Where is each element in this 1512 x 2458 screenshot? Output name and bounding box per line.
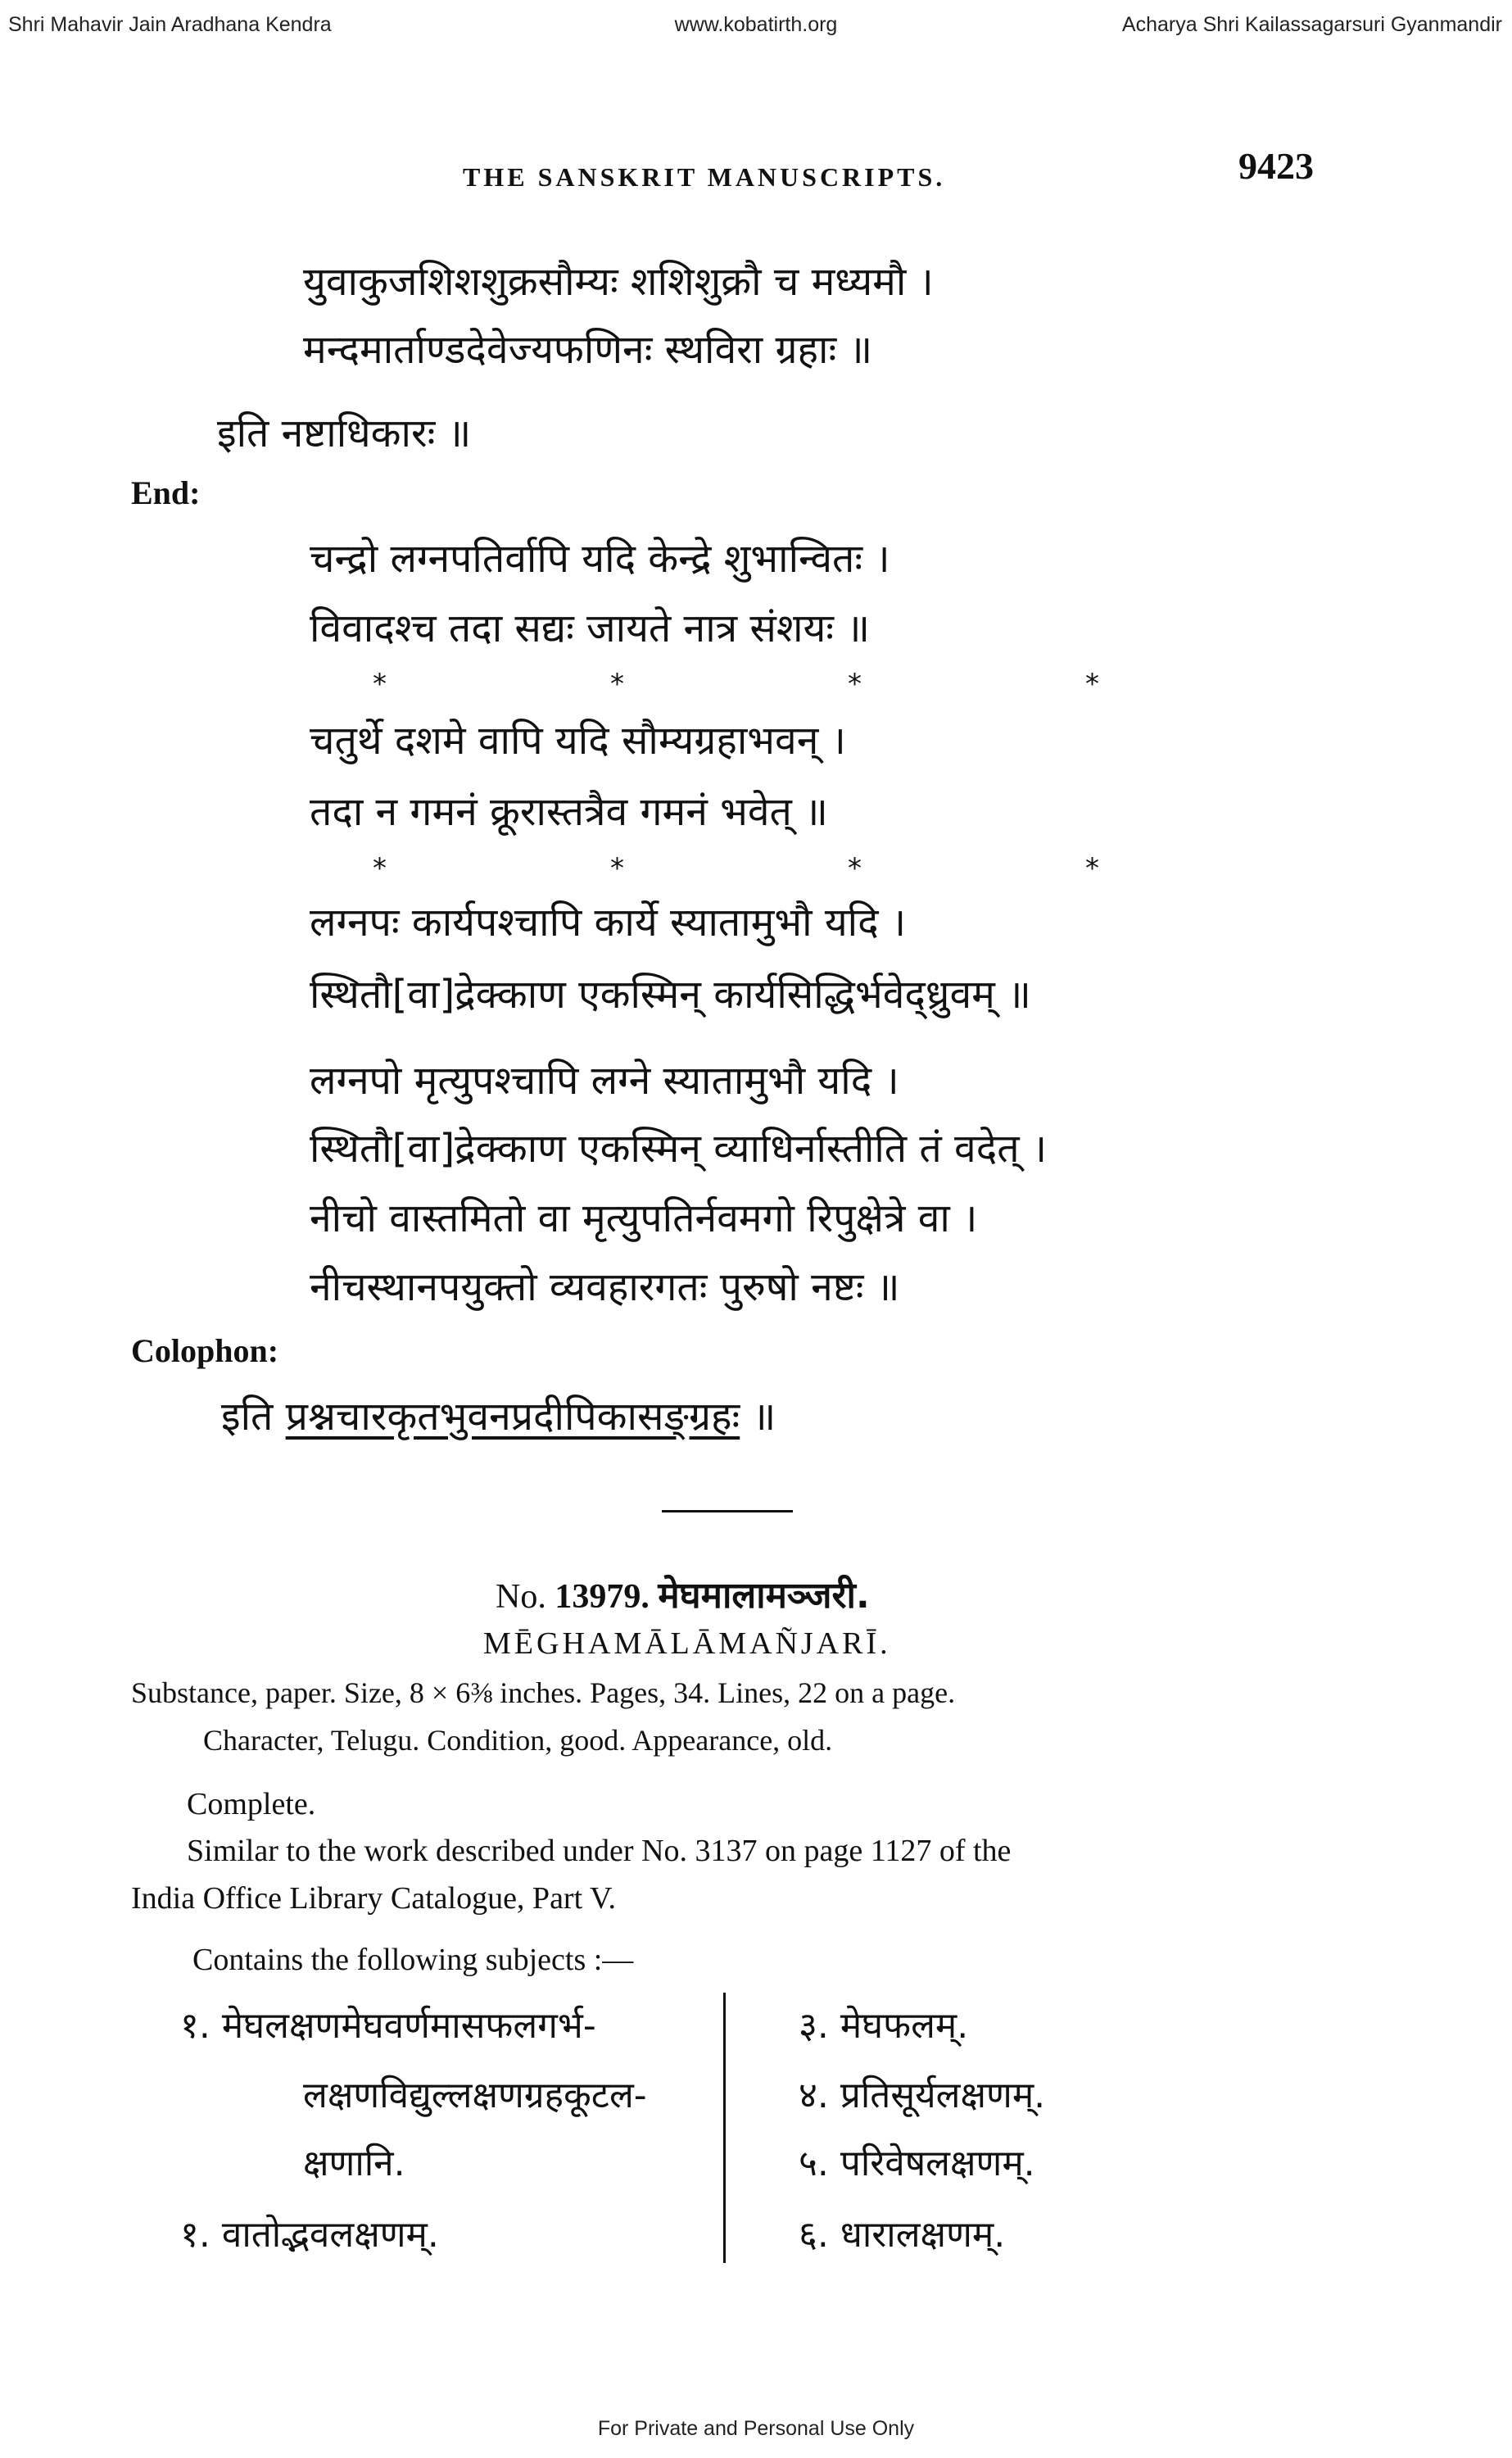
separator-rule: [662, 1510, 793, 1512]
verse-line: नीचो वास्तमितो वा मृत्युपतिर्नवमगो रिपुक्षेत्रे वा ।: [310, 1195, 978, 1241]
subject-item: १. वातोद्भवलक्षणम्.: [180, 2214, 439, 2256]
colophon-text: [221, 1389, 776, 1442]
column-divider: [723, 1993, 726, 2263]
colophon-label: Colophon:: [131, 1332, 279, 1369]
subject-item: ३. मेघफलम्.: [799, 2005, 969, 2047]
subject-item: १. मेघलक्षणमेघवर्णमासफलगर्भ-: [180, 2005, 596, 2047]
asterisk: *: [610, 852, 624, 885]
verse-line: लग्नपो मृत्युपश्चापि लग्ने स्यातामुभौ यदि ।: [310, 1058, 899, 1104]
asterisk: *: [1085, 852, 1099, 885]
verse-line: स्थितौ[वा]द्रेक्काण एकस्मिन् कार्यसिद्धिर्भवेद्ध्रुवम् ॥: [310, 972, 1031, 1018]
asterisk: *: [848, 852, 862, 885]
verse-line: मन्दमार्ताण्डदेवेज्यफणिनः स्थविरा ग्रहाः ॥: [303, 327, 873, 373]
asterisk: *: [373, 852, 387, 885]
colophon-prefix: इति: [221, 1394, 274, 1440]
entry-number: 13979.: [555, 1578, 650, 1616]
verse-line: लग्नपः कार्यपश्चापि कार्ये स्यातामुभौ यदि ।: [310, 900, 907, 946]
header-left: Shri Mahavir Jain Aradhana Kendra: [8, 13, 332, 36]
entry-heading: [496, 1569, 870, 1618]
subject-item: क्षणानि.: [303, 2143, 405, 2184]
asterisk: *: [610, 668, 624, 701]
verse-line: तदा न गमनं क्रूरास्तत्रैव गमनं भवेत् ॥: [310, 789, 828, 835]
colophon-suffix: ॥: [752, 1394, 776, 1440]
entry-title-roman: MĒGHAMĀLĀMAÑJARĪ.: [483, 1626, 891, 1661]
entry-details-line: Substance, paper. Size, 8 × 6⅜ inches. Pages, 34. Lines, 22 on a page.: [131, 1676, 956, 1709]
entry-similar-line: Similar to the work described under No. 3137 on page 1127 of the: [187, 1834, 1012, 1868]
entry-similar-line: India Office Library Catalogue, Part V.: [131, 1881, 617, 1916]
asterisk: *: [1085, 668, 1099, 701]
end-label: End:: [131, 474, 201, 511]
verse-line: स्थितौ[वा]द्रेक्काण एकस्मिन् व्याधिर्नास्तीति तं वदेत् ।: [310, 1126, 1048, 1172]
asterisk: *: [373, 668, 387, 701]
subject-item: ५. परिवेषलक्षणम्.: [799, 2143, 1035, 2184]
entry-status: Complete.: [187, 1787, 316, 1821]
entry-title-devanagari: मेघमालामञ्जरी.: [658, 1575, 870, 1617]
running-title: THE SANSKRIT MANUSCRIPTS.: [463, 162, 946, 192]
subject-item: ४. प्रतिसूर्यलक्षणम्.: [799, 2075, 1046, 2116]
entry-details-line: Character, Telugu. Condition, good. Appearance, old.: [203, 1724, 833, 1757]
verse-line: नीचस्थानपयुक्तो व्यवहारगतः पुरुषो नष्टः ॥: [310, 1264, 900, 1310]
subject-item: ६. धारालक्षणम्.: [799, 2214, 1006, 2256]
verse-line: चन्द्रो लग्नपतिर्वापि यदि केन्द्रे शुभान्वितः ।: [310, 536, 890, 582]
colophon-title: प्रश्नचारकृतभुवनप्रदीपिकासङ्ग्रहः: [285, 1394, 740, 1440]
header-center: www.kobatirth.org: [674, 13, 838, 36]
header-right: Acharya Shri Kailassagarsuri Gyanmandir: [1121, 13, 1502, 36]
subject-item: लक्षणविद्युल्लक्षणग्रहकूटल-: [303, 2075, 647, 2116]
verse-line: युवाकुजशिशशुक्रसौम्यः शशिशुक्रौ च मध्यमौ ।: [303, 259, 934, 305]
iti-line: इति नष्टाधिकारः ॥: [217, 410, 472, 456]
entry-contains: Contains the following subjects :—: [192, 1943, 634, 1977]
verse-line: चतुर्थे दशमे वापि यदि सौम्यग्रहाभवन् ।: [310, 718, 846, 764]
page-number: 9423: [1238, 145, 1314, 187]
footer-note: For Private and Personal Use Only: [597, 2417, 915, 2440]
entry-number-prefix: No.: [496, 1578, 546, 1616]
verse-line: विवादश्च तदा सद्यः जायते नात्र संशयः ॥: [310, 605, 871, 651]
asterisk: *: [848, 668, 862, 701]
